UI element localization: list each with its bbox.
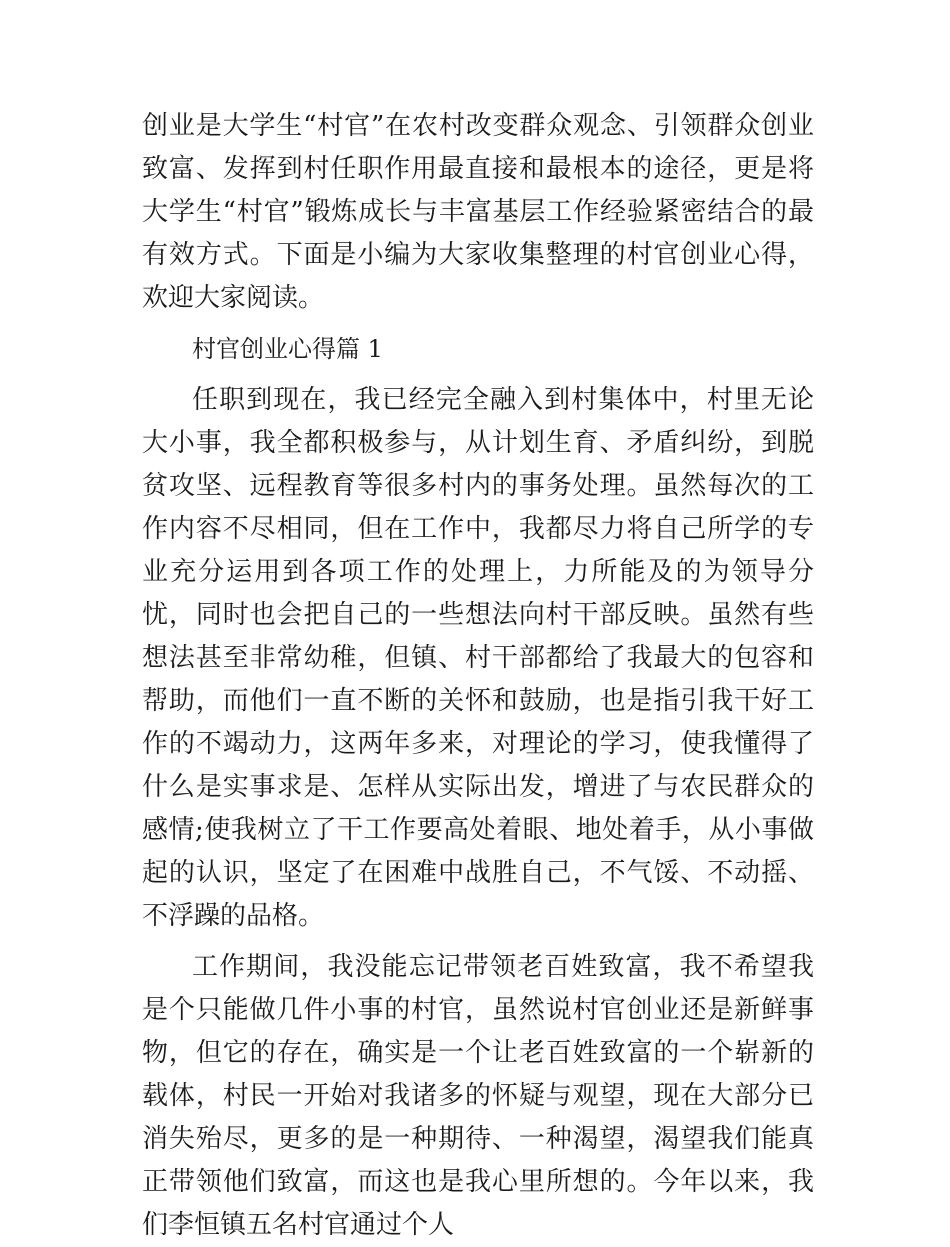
body-paragraph-1: 任职到现在，我已经完全融入到村集体中，村里无论大小事，我全都积极参与，从计划生育、矛盾纠纷，到脱贫攻坚、远程教育等很多村内的事务处理。虽然每次的工作内容不尽相同，但在工作中，我都尽力将自己所学的专业充分运用到各项工作的处理上，力所能及的为领导分忧，同时也会把自己的一些想法向村干部反映。虽然有些想法甚至非常幼稚，但镇、村干部都给了我最大的包容和帮助，而他们一直不断的关怀和鼓励，也是指引我干好工作的不竭动力，这两年多来，对理论的学习，使我懂得了什么是实事求是、怎样从实际出发，增进了与农民群众的感情;使我树立了干工作要高处着眼、地处着手，从小事做起的认识，坚定了在困难中战胜自己，不气馁、不动摇、不浮躁的品格。	[142, 385, 814, 931]
document-body	[142, 105, 814, 1247]
section-title: 村官创业心得篇 1	[192, 335, 383, 363]
intro-paragraph: 创业是大学生“村官”在农村改变群众观念、引领群众创业致富、发挥到村任职作用最直接和最根本的途径，更是将大学生“村官”锻炼成长与丰富基层工作经验紧密结合的最有效方式。下面是小编为大家收集整理的村官创业心得，欢迎大家阅读。	[142, 111, 814, 313]
body-paragraph-2: 工作期间，我没能忘记带领老百姓致富，我不希望我是个只能做几件小事的村官，虽然说村官创业还是新鲜事物，但它的存在，确实是一个让老百姓致富的一个崭新的载体，村民一开始对我诸多的怀疑与观望，现在大部分已消失殆尽，更多的是一种期待、一种渴望，渴望我们能真正带领他们致富，而这也是我心里所想的。今年以来，我们李恒镇五名村官通过个人	[142, 952, 814, 1240]
